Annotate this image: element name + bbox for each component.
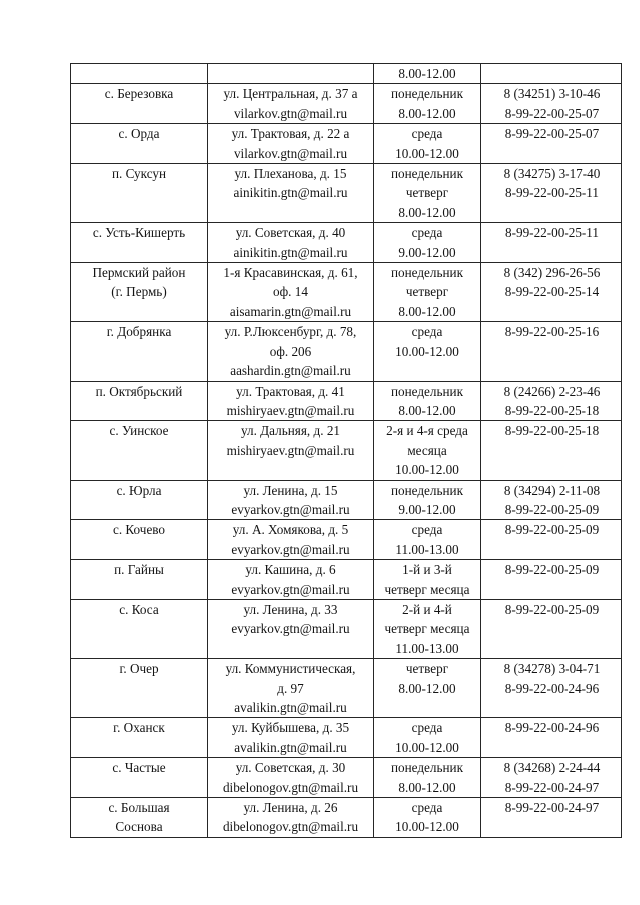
reception-days-line: понедельник xyxy=(390,383,464,399)
reception-days-line: среда xyxy=(411,324,443,340)
reception-days-line: 10.00-12.00 xyxy=(395,145,459,161)
phone-cell xyxy=(481,659,622,718)
email-text: ainikitin.gtn@mail.ru xyxy=(233,244,348,260)
phone-line: 8-99-22-00-25-16 xyxy=(504,324,600,340)
address-cell xyxy=(208,758,374,798)
table-row xyxy=(71,599,622,658)
email-text: vilarkov.gtn@mail.ru xyxy=(233,145,348,161)
settlement-line: Пермский район xyxy=(92,265,186,281)
address-line: 1-я Красавинская, д. 61, xyxy=(223,265,358,281)
table-row xyxy=(71,263,622,322)
phone-cell xyxy=(481,718,622,758)
settlement-cell xyxy=(71,124,208,164)
settlement-line: с. Кочево xyxy=(112,522,166,538)
address-cell xyxy=(208,421,374,480)
schedule-table xyxy=(70,63,622,838)
settlement-cell xyxy=(71,599,208,658)
address-line: ул. Куйбышева, д. 35 xyxy=(231,720,350,736)
reception-days-cell xyxy=(374,659,481,718)
reception-days-line: понедельник xyxy=(390,760,464,776)
settlement-line: г. Очер xyxy=(119,661,159,677)
phone-line: 8-99-22-00-25-18 xyxy=(504,402,600,418)
settlement-cell xyxy=(71,322,208,381)
phone-line: 8-99-22-00-25-07 xyxy=(504,105,600,121)
settlement-cell xyxy=(71,381,208,421)
reception-days-cell xyxy=(374,520,481,560)
reception-days-line: четверг xyxy=(405,284,449,300)
phone-line: 8 (34294) 2-11-08 xyxy=(503,482,601,498)
phone-cell xyxy=(481,322,622,381)
reception-days-line: 1-й и 3-й xyxy=(402,562,452,578)
settlement-cell xyxy=(71,718,208,758)
phone-line: 8-99-22-00-25-18 xyxy=(504,423,600,439)
phone-line: 8-99-22-00-24-97 xyxy=(504,800,600,816)
reception-days-line: 11.00-13.00 xyxy=(395,640,459,656)
address-cell xyxy=(208,84,374,124)
settlement-cell xyxy=(71,421,208,480)
phone-line: 8-99-22-00-24-96 xyxy=(504,680,600,696)
reception-days-line: понедельник xyxy=(390,86,464,102)
address-cell xyxy=(208,480,374,520)
table-row xyxy=(71,480,622,520)
reception-days-line: 9.00-12.00 xyxy=(398,244,456,260)
settlement-cell xyxy=(71,84,208,124)
address-line: ул. Кашина, д. 6 xyxy=(245,562,336,578)
address-line: ул. Ленина, д. 26 xyxy=(243,800,338,816)
email-text: evyarkov.gtn@mail.ru xyxy=(231,581,350,597)
phone-cell xyxy=(481,421,622,480)
settlement-line: с. Частые xyxy=(112,760,166,776)
address-cell xyxy=(208,223,374,263)
phone-line: 8 (34278) 3-04-71 xyxy=(503,661,601,677)
reception-days-cell xyxy=(374,599,481,658)
settlement-cell xyxy=(71,263,208,322)
settlement-line: Соснова xyxy=(115,819,163,835)
phone-cell xyxy=(481,480,622,520)
reception-days-cell xyxy=(374,164,481,223)
table-row xyxy=(71,381,622,421)
address-cell xyxy=(208,718,374,758)
settlement-line: п. Гайны xyxy=(114,562,164,578)
reception-days-line: 8.00-12.00 xyxy=(398,66,456,81)
reception-days-line: 8.00-12.00 xyxy=(398,680,456,696)
table-row xyxy=(71,84,622,124)
phone-line: 8 (342) 296-26-56 xyxy=(503,265,601,281)
reception-days-line: среда xyxy=(411,126,443,142)
reception-days-line: 2-я и 4-я среда xyxy=(386,423,468,439)
phone-cell xyxy=(481,164,622,223)
address-line: ул. Центральная, д. 37 а xyxy=(223,86,358,102)
address-cell xyxy=(208,124,374,164)
reception-days-cell xyxy=(374,381,481,421)
table-row xyxy=(71,223,622,263)
settlement-cell xyxy=(71,480,208,520)
settlement-line: с. Березовка xyxy=(104,86,174,102)
phone-cell xyxy=(481,560,622,600)
address-line: ул. Р.Люксенбург, д. 78, xyxy=(224,324,357,340)
email-text: evyarkov.gtn@mail.ru xyxy=(231,621,350,637)
address-line: ул. Ленина, д. 15 xyxy=(243,482,338,498)
settlement-line: п. Суксун xyxy=(111,166,167,182)
settlement-cell xyxy=(71,758,208,798)
settlement-line: г. Добрянка xyxy=(106,324,172,340)
phone-line: 8-99-22-00-25-09 xyxy=(504,522,600,538)
table-row xyxy=(71,718,622,758)
settlement-line: г. Оханск xyxy=(113,720,165,736)
address-line: ул. Ленина, д. 33 xyxy=(243,601,338,617)
reception-days-line: 10.00-12.00 xyxy=(395,343,459,359)
phone-cell xyxy=(481,263,622,322)
phone-line: 8-99-22-00-25-09 xyxy=(504,562,600,578)
settlement-line: с. Усть-Кишерть xyxy=(92,225,186,241)
reception-days-line: 8.00-12.00 xyxy=(398,402,456,418)
reception-days-line: 8.00-12.00 xyxy=(398,204,456,220)
address-line: ул. Трактовая, д. 41 xyxy=(236,383,345,399)
address-line: ул. Трактовая, д. 22 а xyxy=(231,126,350,142)
reception-days-cell xyxy=(374,798,481,838)
phone-line: 8 (34268) 2-24-44 xyxy=(503,760,601,776)
email-text: avalikin.gtn@mail.ru xyxy=(234,700,347,715)
address-cell xyxy=(208,560,374,600)
reception-days-cell xyxy=(374,263,481,322)
reception-days-line: 11.00-13.00 xyxy=(395,541,459,557)
email-text: avalikin.gtn@mail.ru xyxy=(234,739,347,755)
phone-cell xyxy=(481,758,622,798)
address-line: д. 97 xyxy=(277,680,304,696)
reception-days-line: четверг xyxy=(405,661,449,677)
email-text: mishiryaev.gtn@mail.ru xyxy=(226,402,355,418)
reception-days-line: 2-й и 4-й xyxy=(402,601,452,617)
address-cell xyxy=(208,164,374,223)
table-row xyxy=(71,659,622,718)
email-text: aashardin.gtn@mail.ru xyxy=(230,363,351,379)
reception-days-line: среда xyxy=(411,720,443,736)
address-cell xyxy=(208,263,374,322)
email-text: evyarkov.gtn@mail.ru xyxy=(231,541,350,557)
table-row xyxy=(71,798,622,838)
table-row xyxy=(71,322,622,381)
phone-line: 8-99-22-00-25-09 xyxy=(504,601,600,617)
phone-cell xyxy=(481,599,622,658)
reception-days-line: месяца xyxy=(407,442,447,458)
address-line: оф. 14 xyxy=(273,284,308,300)
reception-days-line: 8.00-12.00 xyxy=(398,779,456,795)
phone-line: 8-99-22-00-24-97 xyxy=(504,779,600,795)
address-line: оф. 206 xyxy=(269,343,312,359)
reception-days-cell xyxy=(374,84,481,124)
address-line: ул. Дальняя, д. 21 xyxy=(240,423,341,439)
reception-days-cell xyxy=(374,560,481,600)
email-text: evyarkov.gtn@mail.ru xyxy=(231,501,350,517)
reception-days-cell xyxy=(374,421,481,480)
address-cell xyxy=(208,381,374,421)
reception-days-line: среда xyxy=(411,225,443,241)
reception-days-cell xyxy=(374,758,481,798)
settlement-cell xyxy=(71,560,208,600)
settlement-cell xyxy=(71,659,208,718)
phone-cell xyxy=(481,381,622,421)
settlement-cell xyxy=(71,520,208,560)
reception-days-line: 8.00-12.00 xyxy=(398,303,456,319)
address-line: ул. Плеханова, д. 15 xyxy=(234,166,347,182)
phone-line: 8 (34275) 3-17-40 xyxy=(503,166,601,182)
settlement-cell xyxy=(71,223,208,263)
settlement-cell xyxy=(71,164,208,223)
phone-line: 8-99-22-00-25-09 xyxy=(504,501,600,517)
settlement-line: (г. Пермь) xyxy=(111,284,167,300)
reception-days-cell xyxy=(374,223,481,263)
reception-days-line: 10.00-12.00 xyxy=(395,462,459,478)
phone-cell xyxy=(481,798,622,838)
reception-days-line: 9.00-12.00 xyxy=(398,501,456,517)
settlement-line: с. Юрла xyxy=(116,482,162,498)
phone-cell xyxy=(481,124,622,164)
settlement-cell xyxy=(71,64,208,84)
address-line: ул. Коммунистическая, xyxy=(225,661,356,677)
reception-days-line: 8.00-12.00 xyxy=(398,105,456,121)
email-text: ainikitin.gtn@mail.ru xyxy=(233,185,348,201)
phone-line: 8-99-22-00-25-07 xyxy=(504,126,600,142)
reception-days-cell xyxy=(374,480,481,520)
reception-days-cell xyxy=(374,322,481,381)
reception-days-line: четверг xyxy=(405,185,449,201)
email-text: aisamarin.gtn@mail.ru xyxy=(229,303,352,319)
phone-cell xyxy=(481,64,622,84)
settlement-line: с. Орда xyxy=(118,126,160,142)
reception-days-line: 10.00-12.00 xyxy=(395,739,459,755)
settlement-line: п. Октябрьский xyxy=(95,383,183,399)
reception-days-cell xyxy=(374,64,481,84)
address-cell xyxy=(208,322,374,381)
address-cell xyxy=(208,64,374,84)
table-row xyxy=(71,164,622,223)
table-row xyxy=(71,560,622,600)
phone-line: 8-99-22-00-25-11 xyxy=(505,185,599,201)
table-row xyxy=(71,124,622,164)
reception-days-line: понедельник xyxy=(390,166,464,182)
reception-days-cell xyxy=(374,124,481,164)
table-row xyxy=(71,520,622,560)
reception-days-line: понедельник xyxy=(390,265,464,281)
reception-days-line: 10.00-12.00 xyxy=(395,819,459,835)
address-line: ул. А. Хомякова, д. 5 xyxy=(232,522,349,538)
table-row xyxy=(71,758,622,798)
address-line: ул. Советская, д. 30 xyxy=(235,760,346,776)
reception-days-line: четверг месяца xyxy=(384,581,470,597)
phone-line: 8 (34251) 3-10-46 xyxy=(503,86,601,102)
schedule-table-body xyxy=(71,64,622,838)
phone-cell xyxy=(481,520,622,560)
email-text: dibelonogov.gtn@mail.ru xyxy=(222,779,359,795)
email-text: dibelonogov.gtn@mail.ru xyxy=(222,819,359,835)
table-row xyxy=(71,421,622,480)
settlement-line: с. Коса xyxy=(119,601,159,617)
phone-line: 8 (24266) 2-23-46 xyxy=(503,383,601,399)
reception-days-line: среда xyxy=(411,800,443,816)
reception-days-cell xyxy=(374,718,481,758)
email-text: mishiryaev.gtn@mail.ru xyxy=(226,442,355,458)
settlement-cell xyxy=(71,798,208,838)
reception-days-line: понедельник xyxy=(390,482,464,498)
settlement-line: с. Большая xyxy=(108,800,170,816)
phone-line: 8-99-22-00-24-96 xyxy=(504,720,600,736)
phone-line: 8-99-22-00-25-14 xyxy=(504,284,600,300)
address-line: ул. Советская, д. 40 xyxy=(235,225,346,241)
reception-days-line: среда xyxy=(411,522,443,538)
address-cell xyxy=(208,798,374,838)
table-row xyxy=(71,64,622,84)
settlement-line: с. Уинское xyxy=(109,423,169,439)
phone-line: 8-99-22-00-25-11 xyxy=(505,225,599,241)
phone-cell xyxy=(481,223,622,263)
reception-days-line: четверг месяца xyxy=(384,621,470,637)
address-cell xyxy=(208,599,374,658)
address-cell xyxy=(208,520,374,560)
phone-cell xyxy=(481,84,622,124)
address-cell xyxy=(208,659,374,718)
email-text: vilarkov.gtn@mail.ru xyxy=(233,105,348,121)
